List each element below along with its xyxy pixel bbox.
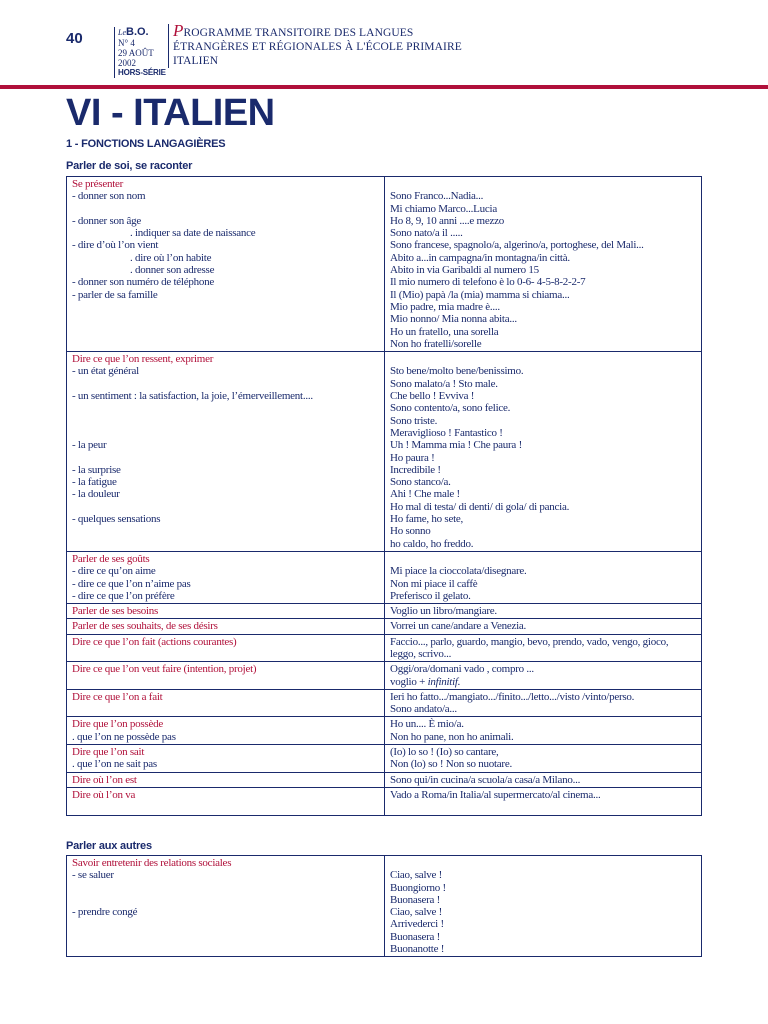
- example-line: Non mi piace il caffè: [390, 577, 478, 590]
- function-line: - se saluer: [72, 869, 114, 882]
- function-line: - quelques sensations: [72, 513, 161, 526]
- programme-title: [168, 21, 462, 68]
- example-cell: [385, 772, 702, 787]
- function-line: . que l’on ne possède pas: [72, 730, 176, 743]
- function-line: - donner son numéro de téléphone: [72, 276, 214, 289]
- example-cell: [385, 352, 702, 552]
- function-line: - un sentiment : la satisfaction, la joie, l’émerveillement....: [72, 390, 313, 403]
- function-line: Savoir entretenir des relations sociales: [72, 857, 232, 869]
- example-line: Ho fame, ho sete,: [390, 513, 464, 526]
- function-line: . donner son adresse: [130, 264, 215, 277]
- function-line: [72, 427, 384, 439]
- example-line: Buonasera !: [390, 893, 441, 906]
- example-line: Voglio un libro/mangiare.: [390, 605, 497, 618]
- example-line: Oggi/ora/domani vado , compro ...: [390, 663, 534, 676]
- example-cell: [385, 551, 702, 603]
- table-row: [67, 177, 702, 352]
- function-line: [72, 203, 384, 215]
- page-number: 40: [66, 30, 83, 47]
- function-cell: [67, 352, 385, 552]
- example-line: Sono malato/a ! Sto male.: [390, 377, 498, 390]
- function-line: - prendre congé: [72, 906, 138, 919]
- example-line: Ho 8, 9, 10 anni ....e mezzo: [390, 214, 504, 227]
- example-line: [390, 857, 701, 869]
- example-line: (Io) lo so ! (Io) so cantare,: [390, 746, 499, 759]
- example-line: Sono contento/a, sono felice.: [390, 402, 511, 415]
- example-line: Non ho pane, non ho animali.: [390, 730, 514, 743]
- subsection-heading-a: Parler de soi, se raconter: [66, 160, 193, 172]
- example-line: Buonanotte !: [390, 943, 445, 956]
- example-line: Il mio numero di telefono è lo 0-6- 4-5-8-2-2-7: [390, 276, 586, 289]
- example-line: [390, 178, 701, 190]
- function-line: Dire ce que l’on fait (actions courantes): [72, 635, 237, 648]
- example-line: Sto bene/molto bene/benissimo.: [390, 365, 524, 378]
- example-line: Ho paura !: [390, 451, 435, 464]
- function-cell: [67, 177, 385, 352]
- example-line: Sono stanco/a.: [390, 476, 451, 489]
- bulletin-date: 29 AOÛT: [118, 48, 154, 58]
- example-line: Uh ! Mamma mia ! Che paura !: [390, 439, 522, 452]
- table-row: [67, 604, 702, 619]
- example-line: Mi piace la cioccolata/disegnare.: [390, 565, 527, 578]
- example-line: Ho mal di testa/ di denti/ di gola/ di pancia.: [390, 500, 570, 513]
- example-line: ho caldo, ho freddo.: [390, 537, 474, 550]
- table-row: [67, 772, 702, 787]
- example-line: Abito in via Garibaldi al numero 15: [390, 264, 539, 277]
- function-line: [72, 501, 384, 513]
- example-line: Ciao, salve !: [390, 906, 443, 919]
- function-line: Dire où l’on va: [72, 788, 136, 801]
- function-line: Dire que l’on possède: [72, 718, 163, 731]
- function-cell: [67, 551, 385, 603]
- example-line: Sono andato/a...: [390, 703, 457, 716]
- functions-table-self: [66, 176, 702, 816]
- table-row: [67, 717, 702, 745]
- example-line: [390, 553, 701, 565]
- section-heading: 1 - FONCTIONS LANGAGIÈRES: [66, 138, 226, 150]
- function-line: - la fatigue: [72, 476, 117, 489]
- example-line: Meraviglioso ! Fantastico !: [390, 426, 503, 439]
- table-row: [67, 787, 702, 815]
- table-row: [67, 662, 702, 690]
- function-line: Dire ce que l’on veut faire (intention, projet): [72, 663, 257, 676]
- example-line: Sono qui/in cucina/a scuola/a casa/a Milano...: [390, 773, 581, 786]
- example-line: Il (Mio) papà /la (mia) mamma si chiama...: [390, 288, 570, 301]
- example-line: Ho un fratello, una sorella: [390, 325, 499, 338]
- function-line: Dire où l’on est: [72, 773, 137, 786]
- example-line: [390, 801, 701, 813]
- function-line: [72, 452, 384, 464]
- example-line: Che bello ! Evviva !: [390, 390, 475, 403]
- function-line: - donner son nom: [72, 190, 146, 203]
- example-cell: [385, 634, 702, 662]
- example-line: Mio nonno/ Mia nonna abita...: [390, 313, 517, 326]
- function-line: - la surprise: [72, 463, 121, 476]
- function-line: - la peur: [72, 439, 107, 452]
- example-line: Sono triste.: [390, 414, 438, 427]
- function-line: - parler de sa famille: [72, 288, 158, 301]
- function-line: Dire ce que l’on a fait: [72, 690, 163, 703]
- example-line: Vorrei un cane/andare a Venezia.: [390, 620, 527, 633]
- example-line: Ahi ! Che male !: [390, 488, 460, 501]
- table-row: [67, 856, 702, 957]
- example-cell: [385, 177, 702, 352]
- example-cell: [385, 787, 702, 815]
- example-line: Incredibile !: [390, 463, 441, 476]
- example-line: Sono Franco...Nadia...: [390, 190, 484, 203]
- page-title: VI - ITALIEN: [66, 92, 275, 134]
- header-divider: [0, 85, 768, 89]
- bulletin-number: N° 4: [118, 38, 135, 48]
- table-row: [67, 619, 702, 634]
- function-cell: [67, 745, 385, 773]
- example-cell: [385, 745, 702, 773]
- function-line: - dire ce que l’on préfère: [72, 589, 175, 602]
- example-line: Non ho fratelli/sorelle: [390, 337, 482, 350]
- function-line: - donner son âge: [72, 214, 142, 227]
- function-line: - un état général: [72, 365, 139, 378]
- example-cell: [385, 856, 702, 957]
- bulletin-title: LeB.O.: [118, 26, 149, 38]
- function-cell: [67, 634, 385, 662]
- example-line: Mi chiamo Marco...Lucia: [390, 202, 497, 215]
- example-line: Ciao, salve !: [390, 869, 443, 882]
- example-line: voglio + infinitif.: [390, 675, 461, 688]
- example-line: Ho sonno: [390, 525, 431, 538]
- function-cell: [67, 856, 385, 957]
- function-line: Parler de ses souhaits, de ses désirs: [72, 620, 218, 633]
- function-cell: [67, 772, 385, 787]
- example-line: Faccio..., parlo, guardo, mangio, bevo, prendo, vado, vengo, gioco,: [390, 635, 669, 648]
- function-line: Dire ce que l’on ressent, exprimer: [72, 353, 214, 366]
- function-line: . que l’on ne sait pas: [72, 758, 157, 771]
- example-cell: [385, 619, 702, 634]
- function-line: - dire d’où l’on vient: [72, 239, 159, 252]
- function-line: - dire ce que l’on n’aime pas: [72, 577, 191, 590]
- example-line: [390, 353, 701, 365]
- bulletin-info: [114, 27, 172, 78]
- example-cell: [385, 662, 702, 690]
- function-line: - la douleur: [72, 488, 120, 501]
- programme-line: PROGRAMME TRANSITOIRE DES LANGUES: [173, 21, 414, 40]
- function-line: Parler de ses besoins: [72, 605, 159, 618]
- subsection-heading-b: Parler aux autres: [66, 840, 152, 852]
- function-cell: [67, 662, 385, 690]
- function-cell: [67, 717, 385, 745]
- functions-table-others: [66, 855, 702, 957]
- example-line: Mio padre, mia madre è....: [390, 300, 500, 313]
- table-row: [67, 689, 702, 717]
- example-cell: [385, 604, 702, 619]
- function-line: . dire où l’on habite: [130, 251, 212, 264]
- example-line: Ho un.... È mio/a.: [390, 718, 464, 731]
- table-row: [67, 352, 702, 552]
- example-line: leggo, scrivo...: [390, 647, 452, 660]
- function-line: Se présenter: [72, 178, 124, 190]
- function-line: . indiquer sa date de naissance: [130, 227, 256, 240]
- function-line: Parler de ses goûts: [72, 552, 150, 565]
- example-cell: [385, 689, 702, 717]
- programme-line: ÉTRANGÈRES ET RÉGIONALES À L'ÉCOLE PRIMAIRE: [173, 41, 462, 53]
- page-header: [0, 0, 768, 90]
- function-line: [72, 402, 384, 414]
- example-cell: [385, 717, 702, 745]
- table-row: [67, 745, 702, 773]
- example-line: Preferisco il gelato.: [390, 589, 471, 602]
- example-line: Sono francese, spagnolo/a, algerino/a, portoghese, del Mali...: [390, 239, 644, 252]
- example-line: Abito a...in campagna/in montagna/in città.: [390, 251, 570, 264]
- example-line: Ieri ho fatto.../mangiato.../finito.../letto.../visto /vinto/perso.: [390, 690, 635, 703]
- programme-line: ITALIEN: [173, 55, 219, 67]
- function-cell: [67, 604, 385, 619]
- bulletin-year: 2002: [118, 58, 136, 68]
- example-line: Non (lo) so ! Non so nuotare.: [390, 758, 512, 771]
- bulletin-special: HORS-SÉRIE: [118, 68, 166, 77]
- example-line: Vado a Roma/in Italia/al supermercato/al cinema...: [390, 788, 601, 801]
- function-line: - dire ce qu’on aime: [72, 565, 156, 578]
- function-cell: [67, 689, 385, 717]
- example-line: Buonasera !: [390, 930, 441, 943]
- table-row: [67, 634, 702, 662]
- function-cell: [67, 787, 385, 815]
- table-row: [67, 551, 702, 603]
- function-line: [72, 378, 384, 390]
- function-line: Dire que l’on sait: [72, 746, 145, 759]
- example-line: Arrivederci !: [390, 918, 444, 931]
- function-line: [72, 894, 384, 906]
- function-cell: [67, 619, 385, 634]
- example-line: Sono nato/a il .....: [390, 227, 463, 240]
- function-line: [72, 415, 384, 427]
- function-line: [72, 882, 384, 894]
- example-line: Buongiorno !: [390, 881, 446, 894]
